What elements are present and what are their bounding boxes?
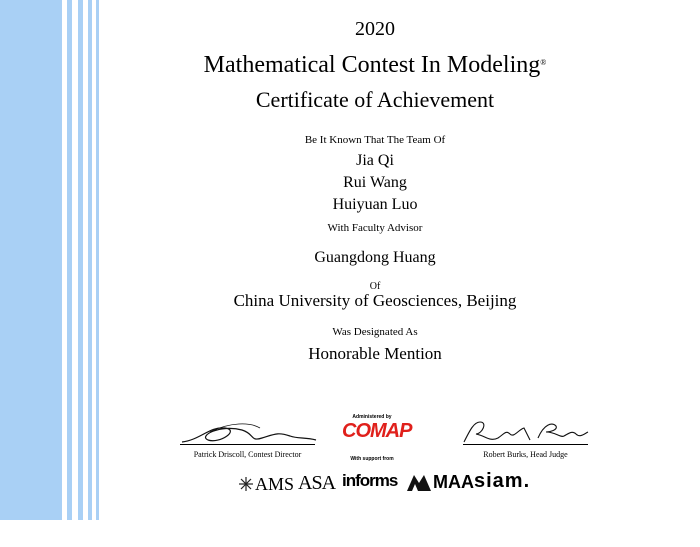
siam-logo: siam. — [474, 470, 531, 492]
decorative-stripe — [67, 0, 72, 520]
team-member: Rui Wang — [343, 174, 407, 191]
support-label: With support from — [350, 456, 394, 462]
of-label: Of — [369, 281, 381, 292]
ams-logo: AMS — [255, 474, 295, 494]
decorative-stripe — [88, 0, 92, 520]
advisor-label: With Faculty Advisor — [327, 222, 423, 234]
informs-logo-text: informs — [342, 471, 398, 490]
university-name: China University of Geosciences, Beijing — [233, 291, 517, 310]
contest-name: Mathematical Contest In Modeling — [203, 52, 541, 78]
judge-signature — [460, 416, 590, 446]
registered-mark: ® — [540, 58, 547, 67]
known-line: Be It Known That The Team Of — [304, 134, 446, 146]
certificate-subtitle: Certificate of Achievement — [255, 87, 495, 112]
judge-label: Robert Burks, Head Judge — [483, 450, 568, 459]
maa-mark-icon — [406, 472, 432, 492]
judge-signature-line — [463, 444, 588, 445]
certificate-year: 2020 — [355, 18, 395, 40]
award-title: Honorable Mention — [308, 344, 442, 363]
asa-logo: ASA — [298, 472, 336, 494]
decorative-stripe-wide — [0, 0, 62, 520]
team-member: Jia Qi — [356, 152, 394, 169]
director-signature-line — [180, 444, 315, 445]
team-member: Huiyuan Luo — [332, 196, 418, 213]
designated-label: Was Designated As — [332, 326, 418, 338]
director-label: Patrick Driscoll, Contest Director — [193, 450, 302, 459]
comap-logo: COMAP — [342, 420, 412, 442]
decorative-stripe — [96, 0, 99, 520]
advisor-name: Guangdong Huang — [314, 249, 436, 266]
informs-logo — [342, 471, 404, 493]
ams-star-icon — [238, 476, 254, 492]
maa-logo: MAA — [433, 472, 474, 492]
contest-title — [100, 52, 650, 79]
decorative-stripe — [78, 0, 83, 520]
administered-by-label: Administered by — [352, 414, 392, 420]
